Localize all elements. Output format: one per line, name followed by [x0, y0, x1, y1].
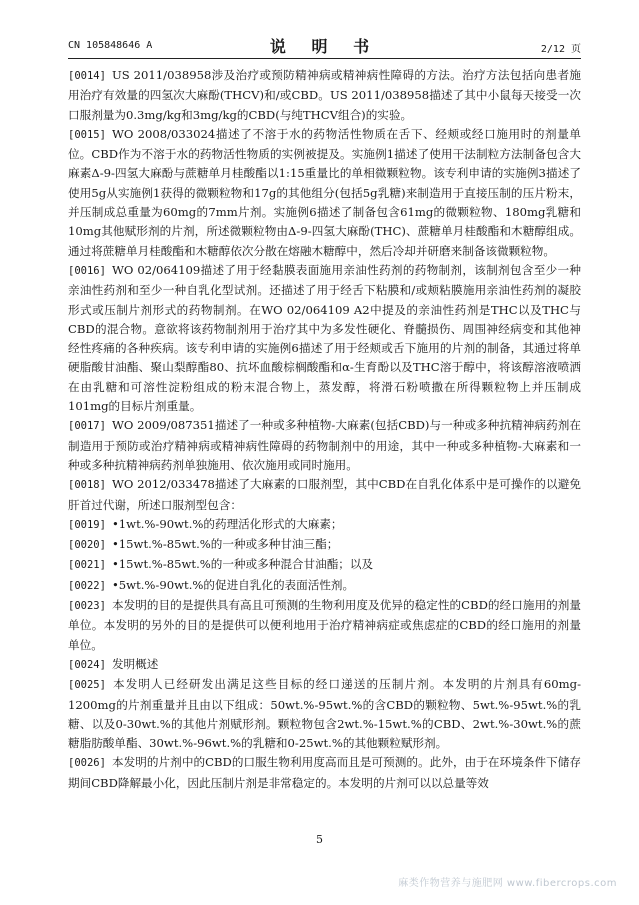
page-number: 5: [316, 833, 323, 846]
paragraph-text: WO 2008/033024描述了不溶于水的药物活性物质在舌下、经颊或经口施用时的剂量单位。CBD作为不溶于水的药物活性物质的实例被提及。实施例1描述了使用干法制粒方法制备包含大麻素Δ-9-四氢大麻酚与蔗糖单月桂酸酯以1:15重量比的单相微颗粒物。该专利申请的实施例3描述了使用5g从实施例1获得的微颗粒物和17g的其他组分(包括5g乳糖)来制造用于直接压制的压片粉末，并压制成总重量为60mg的7mm片剂。实施例6描述了制备包含61mg的微颗粒物、180mg乳糖和10mg其他赋形剂的片剂，所述微颗粒物由Δ-9-四氢大麻酚(THC)、蔗糖单月桂酸酯和木糖醇组成。通过将蔗糖单月桂酸酯和木糖醇依次分散在熔融木糖醇中，然后冷却并研磨来制备该微颗粒物。: [68, 126, 581, 258]
paragraph-number: [0015]: [68, 128, 106, 141]
paragraph-text: WO 02/064109描述了用于经黏膜表面施用亲油性药剂的药物制剂，该制剂包含至少一种亲油性药剂和至少一种自乳化型试剂。还描述了用于经舌下粘膜和/或颊粘膜施用亲油性药剂的凝胶形式或压制片剂形式的药物制剂。在WO 02/064109 A2中提及的亲油性药剂是THC以及THC与CBD的混合物。意欲将该药物制剂用于治疗其中为多发性硬化、脊髓损伤、周围神经病变和其他神经性疼痛的各种疾病。该专利申请的实施例6描述了用于经颊或舌下施用的片剂的制备，其通过将单硬脂酸甘油酯、聚山梨醇酯80、抗坏血酸棕榈酸酯和α-生育酚以及THC溶于醇中，将该醇溶液喷洒在由乳糖和可溶性淀粉组成的粉末混合物上，蒸发醇，将滑石粉喷撒在所得颗粒物上并压制成101mg的目标片剂重量。: [68, 262, 581, 414]
paragraph-number: [0019]: [68, 518, 106, 531]
paragraph: [68, 261, 581, 416]
paragraph-text: 本发明人已经研发出满足这些目标的经口递送的压制片剂。本发明的片剂具有60mg-1200mg的片剂重量并且由以下组成：50wt.%-95wt.%的含CBD的颗粒物、5wt.%-95wt.%的乳糖、以及0-30wt.%的其他片剂赋形剂。颗粒物包含2wt.%-15wt.%的CBD、2wt.%-30wt.%的蔗糖脂肪酸单酯、30wt.%-96wt.%的乳糖和0-25wt.%的其他颗粒赋形剂。: [68, 677, 581, 751]
page-title: 说 明 书: [269, 37, 380, 56]
paragraph-number: [0025]: [68, 679, 106, 692]
paragraph-text: WO 2012/033478描述了大麻素的口服剂型，其中CBD在自乳化体系中是可操作的以避免肝首过代谢，所述口服剂型包含：: [68, 477, 581, 512]
paragraph-number: [0020]: [68, 539, 106, 552]
paragraph-number: [0026]: [68, 757, 106, 770]
paragraph-text: •15wt.%-85wt.%的一种或多种混合甘油酯；以及: [111, 557, 374, 572]
paragraph: [68, 515, 581, 535]
paragraph: [68, 753, 581, 793]
doc-number: CN 105848646 A: [68, 40, 153, 51]
paragraph-number: [0023]: [68, 600, 106, 613]
paragraph: [68, 475, 581, 515]
section-heading: [68, 655, 581, 675]
paragraph-text: 发明概述: [111, 656, 159, 671]
paragraph-number: [0014]: [68, 70, 106, 82]
paragraph: [68, 576, 581, 596]
paragraph: [68, 675, 581, 753]
paragraph: [68, 66, 581, 125]
paragraph-number: [0017]: [68, 420, 106, 433]
paragraph-text: 本发明的片剂中的CBD的口服生物利用度高而且是可预测的。此外，由于在环境条件下储存期间CBD降解最小化，因此压制片剂是非常稳定的。本发明的片剂可以以总量等效: [68, 755, 581, 790]
page-label: 2/12 页: [540, 44, 581, 55]
paragraph-text: •1wt.%-90wt.%的药理活化形式的大麻素；: [111, 516, 343, 531]
paragraph: [68, 125, 581, 261]
paragraph-number: [0024]: [68, 658, 106, 671]
paragraph-text: •5wt.%-90wt.%的促进自乳化的表面活性剂。: [111, 577, 355, 592]
paragraph: [68, 596, 581, 655]
paragraph-text: US 2011/038958涉及治疗或预防精神病或精神病性障碍的方法。治疗方法包括向患者施用治疗有效量的四氢次大麻酚(THCV)和/或CBD。US 2011/038958描述了其中小鼠每天接受一次口服剂量为0.3mg/kg和3mg/kg的CBD(与纯THCV组合)的实验。: [68, 68, 581, 122]
page-header: [68, 34, 581, 59]
paragraph-number: [0018]: [68, 479, 106, 492]
paragraph-number: [0021]: [68, 559, 106, 572]
paragraph-number: [0016]: [68, 264, 106, 277]
watermark: 麻类作物营养与施肥网 www.fibercrops.com: [398, 878, 617, 889]
paragraph: [68, 555, 581, 575]
paragraph-text: WO 2009/087351描述了一种或多种植物-大麻素(包括CBD)与一种或多种抗精神病药剂在制造用于预防或治疗精神病或精神病性障碍的药物制剂中的用途，其中一种或多种植物-大麻素和一种或多种抗精神病药剂单独施用、依次施用或同时施用。: [68, 418, 581, 472]
document-body: [68, 66, 581, 793]
paragraph-number: [0022]: [68, 579, 106, 592]
paragraph: [68, 416, 581, 475]
paragraph-text: 本发明的目的是提供具有高且可预测的生物利用度及优异的稳定性的CBD的经口施用的剂量单位。本发明的另外的目的是提供可以便利地用于治疗精神病症或焦虑症的CBD的经口施用的剂量单位。: [68, 598, 581, 652]
paragraph: [68, 535, 581, 555]
paragraph-text: •15wt.%-85wt.%的一种或多种甘油三酯；: [111, 537, 339, 552]
